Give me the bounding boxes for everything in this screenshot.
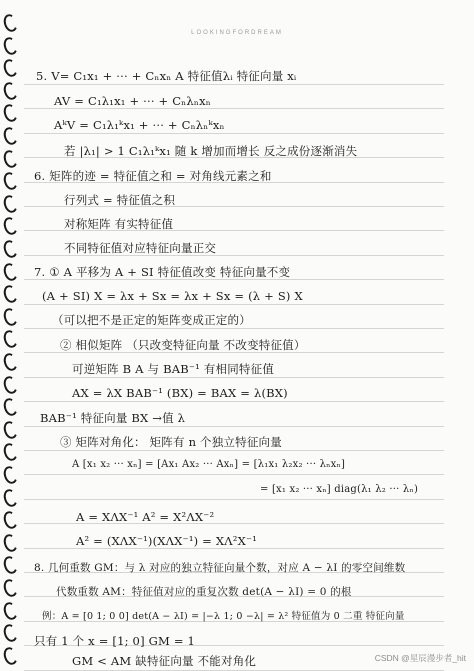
binder-ring — [2, 442, 20, 463]
note-line: A [x₁ x₂ ··· xₙ] = [Ax₁ Ax₂ ··· Axₙ] = [λ₁x₁ λ₂x₂ ··· λₙxₙ] — [72, 459, 346, 470]
binder-ring — [2, 329, 20, 350]
binder-ring — [2, 284, 20, 305]
note-line: ② 相似矩阵 （只改变特征向量 不改变特征值） — [60, 338, 306, 352]
binder-ring — [2, 171, 20, 192]
binder-ring — [2, 555, 20, 576]
binder-ring — [2, 532, 20, 553]
note-line: 可逆矩阵 B A 与 BAB⁻¹ 有相同特征值 — [72, 362, 275, 376]
note-line: 5. V= C₁x₁ + ··· + Cₙxₙ A 特征值λᵢ 特征向量 xᵢ — [36, 69, 297, 83]
binder-ring — [2, 510, 20, 531]
ruled-line — [24, 133, 444, 134]
note-line: （可以把不是正定的矩阵变成正定的） — [52, 313, 251, 327]
note-line: 若 |λ₁| > 1 C₁λ₁ᵏx₁ 随 k 增加而增长 反之成份逐渐消失 — [64, 144, 358, 158]
note-line: 8. 几何重数 GM：与 λ 对应的独立特征向量个数，对应 A − λI 的零空间维数 — [34, 562, 406, 574]
watermark: CSDN @星辰漫步者_hit — [374, 653, 466, 663]
binder-ring — [2, 645, 20, 666]
note-line: 只有 1 个 x = [1; 0] GM = 1 — [34, 634, 196, 648]
note-line: A = XΛX⁻¹ A² = X²ΛX⁻² — [76, 510, 215, 524]
binder-ring — [2, 464, 20, 485]
note-line: A² = (XΛX⁻¹)(XΛX⁻¹) = XΛ²X⁻¹ — [76, 534, 258, 548]
binder-ring — [2, 148, 20, 169]
note-line: = [x₁ x₂ ··· xₙ] diag(λ₁ λ₂ ··· λₙ) — [260, 484, 419, 495]
binder-ring — [2, 351, 20, 372]
ruled-line — [24, 474, 444, 475]
binder-ring — [2, 306, 20, 327]
note-line: GM < AM 缺特征向量 不能对角化 — [72, 654, 257, 668]
note-line: 不同特征值对应特征向量正交 — [64, 241, 217, 255]
binder-ring — [2, 80, 20, 101]
note-line: 行列式 = 特征值之积 — [64, 193, 176, 207]
binder-ring — [2, 193, 20, 214]
binder-ring — [2, 397, 20, 418]
ruled-line — [24, 450, 444, 451]
binder-ring — [2, 35, 20, 56]
binder-ring — [2, 238, 20, 259]
ruled-line — [24, 84, 444, 85]
binder-ring — [2, 216, 20, 237]
note-line: BAB⁻¹ 特征向量 BX →值 λ — [40, 411, 186, 425]
binder-ring — [2, 487, 20, 508]
ruled-line — [24, 108, 444, 109]
note-line: 7. ① A 平移为 A + SI 特征值改变 特征向量不变 — [34, 265, 291, 279]
binder-ring — [2, 419, 20, 440]
ruled-line — [24, 401, 444, 402]
note-line: 6. 矩阵的迹 = 特征值之和 = 对角线元素之和 — [34, 169, 272, 183]
note-line: AX = λX BAB⁻¹ (BX) = BAX = λ(BX) — [72, 386, 288, 400]
ruled-line — [24, 328, 444, 329]
page-header-title: LOOKINGFORDREAM — [191, 30, 283, 36]
note-line: AV = C₁λ₁x₁ + ··· + Cₙλₙxₙ — [54, 94, 211, 108]
note-line: AᵏV = C₁λ₁ᵏx₁ + ··· + Cₙλₙᵏxₙ — [54, 118, 225, 132]
binder-rings — [0, 0, 22, 670]
note-line: (A + SI) X = λx + Sx = λx + Sx = (λ + S) X — [42, 289, 303, 303]
binder-ring — [2, 261, 20, 282]
binder-ring — [2, 58, 20, 79]
ruled-line — [24, 304, 444, 305]
ruled-line — [24, 499, 444, 500]
binder-ring — [2, 125, 20, 146]
note-line: ③ 矩阵对角化： 矩阵有 n 个独立特征向量 — [60, 435, 282, 449]
note-line: 例：A = [0 1; 0 0] det(A − λI) = |−λ 1; 0 −λ| = λ² 特征值为 0 二重 特征向量 — [42, 611, 405, 622]
binder-ring — [2, 623, 20, 644]
note-line: 代数重数 AM：特征值对应的重复次数 det(A − λI) = 0 的根 — [56, 586, 352, 598]
binder-ring — [2, 103, 20, 124]
binder-ring — [2, 374, 20, 395]
binder-ring — [2, 577, 20, 598]
note-line: 对称矩阵 有实特征值 — [64, 217, 174, 231]
binder-ring — [2, 600, 20, 621]
